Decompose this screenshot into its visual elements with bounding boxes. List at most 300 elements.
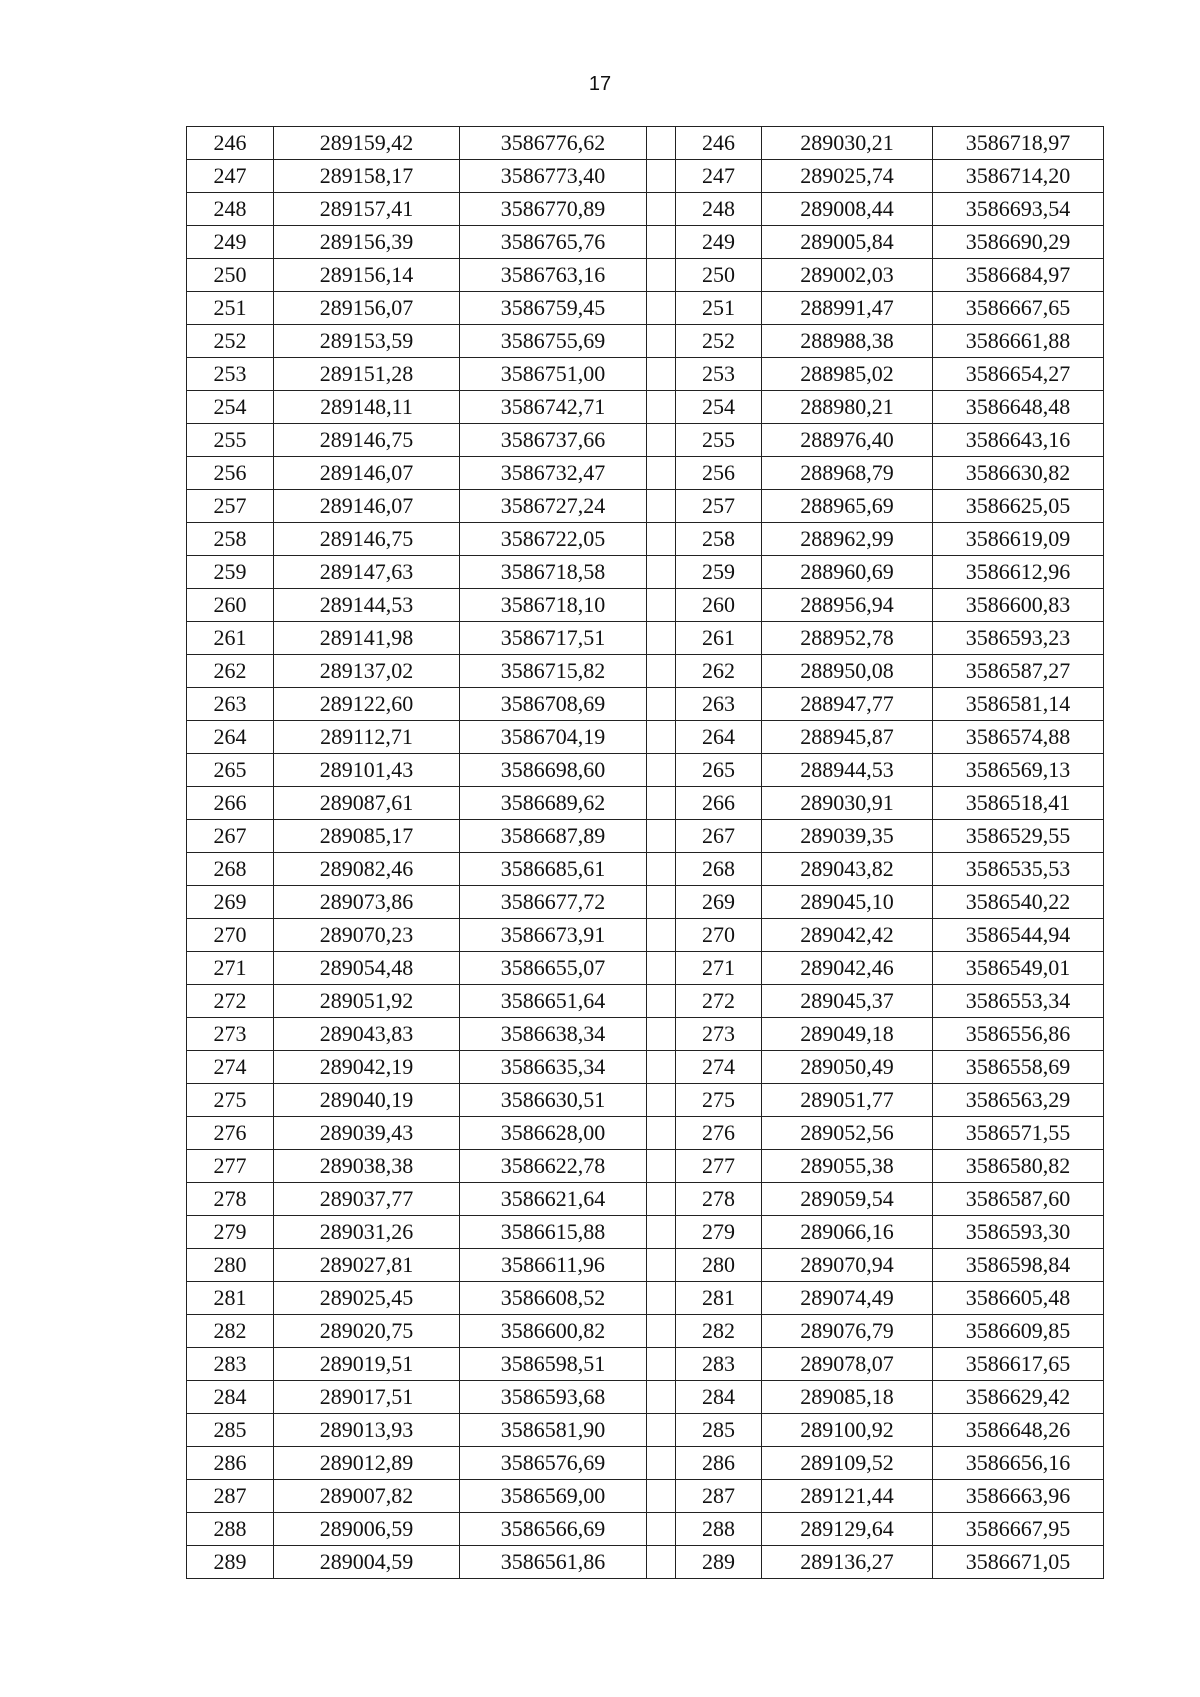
table-row <box>187 193 1104 226</box>
right-coord-x-cell: 289050,49 <box>762 1051 933 1084</box>
right-coord-y-cell: 3586625,05 <box>933 490 1104 523</box>
right-coord-y-cell: 3586558,69 <box>933 1051 1104 1084</box>
right-point-number-cell: 250 <box>676 259 762 292</box>
right-point-number-cell: 252 <box>676 325 762 358</box>
left-point-number-cell: 284 <box>187 1381 274 1414</box>
left-coord-y-cell: 3586698,60 <box>460 754 647 787</box>
left-coord-x-cell: 289146,07 <box>274 490 460 523</box>
left-coord-y-cell: 3586722,05 <box>460 523 647 556</box>
left-coord-x-cell: 289147,63 <box>274 556 460 589</box>
left-coord-x-cell: 289159,42 <box>274 127 460 160</box>
left-point-number-cell: 285 <box>187 1414 274 1447</box>
right-coord-y-cell: 3586569,13 <box>933 754 1104 787</box>
right-point-number-cell: 282 <box>676 1315 762 1348</box>
right-coord-x-cell: 288985,02 <box>762 358 933 391</box>
left-coord-x-cell: 289148,11 <box>274 391 460 424</box>
right-coord-x-cell: 289100,92 <box>762 1414 933 1447</box>
table-row <box>187 1348 1104 1381</box>
right-coord-x-cell: 288988,38 <box>762 325 933 358</box>
left-coord-y-cell: 3586628,00 <box>460 1117 647 1150</box>
table-row <box>187 292 1104 325</box>
left-point-number-cell: 280 <box>187 1249 274 1282</box>
left-coord-y-cell: 3586655,07 <box>460 952 647 985</box>
left-coord-x-cell: 289156,39 <box>274 226 460 259</box>
left-point-number-cell: 267 <box>187 820 274 853</box>
spacer-cell <box>647 424 676 457</box>
left-coord-y-cell: 3586773,40 <box>460 160 647 193</box>
table-row <box>187 358 1104 391</box>
right-point-number-cell: 249 <box>676 226 762 259</box>
right-point-number-cell: 288 <box>676 1513 762 1546</box>
right-coord-x-cell: 288956,94 <box>762 589 933 622</box>
table-row <box>187 754 1104 787</box>
spacer-cell <box>647 127 676 160</box>
left-point-number-cell: 252 <box>187 325 274 358</box>
left-point-number-cell: 283 <box>187 1348 274 1381</box>
table-row <box>187 1513 1104 1546</box>
left-point-number-cell: 258 <box>187 523 274 556</box>
right-point-number-cell: 276 <box>676 1117 762 1150</box>
table-row <box>187 1084 1104 1117</box>
right-point-number-cell: 261 <box>676 622 762 655</box>
right-coord-y-cell: 3586693,54 <box>933 193 1104 226</box>
right-point-number-cell: 254 <box>676 391 762 424</box>
right-coord-y-cell: 3586718,97 <box>933 127 1104 160</box>
spacer-cell <box>647 556 676 589</box>
right-coord-y-cell: 3586600,83 <box>933 589 1104 622</box>
spacer-cell <box>647 1084 676 1117</box>
right-coord-y-cell: 3586549,01 <box>933 952 1104 985</box>
coordinates-table-body <box>187 127 1104 1579</box>
right-point-number-cell: 257 <box>676 490 762 523</box>
table-row <box>187 688 1104 721</box>
left-coord-x-cell: 289146,75 <box>274 424 460 457</box>
spacer-cell <box>647 1150 676 1183</box>
spacer-cell <box>647 622 676 655</box>
right-coord-x-cell: 289030,21 <box>762 127 933 160</box>
table-row <box>187 1018 1104 1051</box>
left-coord-y-cell: 3586770,89 <box>460 193 647 226</box>
left-coord-x-cell: 289153,59 <box>274 325 460 358</box>
spacer-cell <box>647 1513 676 1546</box>
spacer-cell <box>647 985 676 1018</box>
right-point-number-cell: 251 <box>676 292 762 325</box>
right-point-number-cell: 275 <box>676 1084 762 1117</box>
spacer-cell <box>647 787 676 820</box>
table-row <box>187 160 1104 193</box>
left-coord-y-cell: 3586581,90 <box>460 1414 647 1447</box>
left-coord-x-cell: 289012,89 <box>274 1447 460 1480</box>
left-coord-x-cell: 289039,43 <box>274 1117 460 1150</box>
spacer-cell <box>647 754 676 787</box>
left-point-number-cell: 266 <box>187 787 274 820</box>
left-coord-x-cell: 289031,26 <box>274 1216 460 1249</box>
right-point-number-cell: 281 <box>676 1282 762 1315</box>
spacer-cell <box>647 820 676 853</box>
table-row <box>187 226 1104 259</box>
right-coord-y-cell: 3586535,53 <box>933 853 1104 886</box>
left-point-number-cell: 278 <box>187 1183 274 1216</box>
right-coord-y-cell: 3586667,65 <box>933 292 1104 325</box>
right-coord-y-cell: 3586663,96 <box>933 1480 1104 1513</box>
right-coord-x-cell: 289121,44 <box>762 1480 933 1513</box>
left-coord-y-cell: 3586651,64 <box>460 985 647 1018</box>
right-coord-x-cell: 288952,78 <box>762 622 933 655</box>
right-coord-x-cell: 288944,53 <box>762 754 933 787</box>
left-point-number-cell: 289 <box>187 1546 274 1579</box>
left-point-number-cell: 247 <box>187 160 274 193</box>
right-point-number-cell: 255 <box>676 424 762 457</box>
spacer-cell <box>647 1348 676 1381</box>
right-point-number-cell: 266 <box>676 787 762 820</box>
left-coord-x-cell: 289027,81 <box>274 1249 460 1282</box>
right-point-number-cell: 271 <box>676 952 762 985</box>
right-point-number-cell: 269 <box>676 886 762 919</box>
right-coord-y-cell: 3586518,41 <box>933 787 1104 820</box>
left-coord-y-cell: 3586751,00 <box>460 358 647 391</box>
spacer-cell <box>647 259 676 292</box>
left-point-number-cell: 262 <box>187 655 274 688</box>
right-coord-y-cell: 3586587,60 <box>933 1183 1104 1216</box>
left-point-number-cell: 253 <box>187 358 274 391</box>
right-coord-y-cell: 3586556,86 <box>933 1018 1104 1051</box>
left-coord-x-cell: 289144,53 <box>274 589 460 622</box>
left-coord-x-cell: 289004,59 <box>274 1546 460 1579</box>
left-coord-y-cell: 3586621,64 <box>460 1183 647 1216</box>
left-coord-y-cell: 3586638,34 <box>460 1018 647 1051</box>
left-coord-y-cell: 3586677,72 <box>460 886 647 919</box>
left-point-number-cell: 260 <box>187 589 274 622</box>
table-row <box>187 655 1104 688</box>
right-coord-x-cell: 288965,69 <box>762 490 933 523</box>
left-coord-y-cell: 3586673,91 <box>460 919 647 952</box>
right-coord-x-cell: 289042,42 <box>762 919 933 952</box>
spacer-cell <box>647 1546 676 1579</box>
left-coord-y-cell: 3586630,51 <box>460 1084 647 1117</box>
left-coord-y-cell: 3586561,86 <box>460 1546 647 1579</box>
left-coord-y-cell: 3586763,16 <box>460 259 647 292</box>
right-coord-x-cell: 289078,07 <box>762 1348 933 1381</box>
spacer-cell <box>647 358 676 391</box>
right-coord-x-cell: 288976,40 <box>762 424 933 457</box>
left-coord-y-cell: 3586576,69 <box>460 1447 647 1480</box>
right-coord-x-cell: 289052,56 <box>762 1117 933 1150</box>
left-point-number-cell: 251 <box>187 292 274 325</box>
left-coord-y-cell: 3586755,69 <box>460 325 647 358</box>
spacer-cell <box>647 919 676 952</box>
left-point-number-cell: 270 <box>187 919 274 952</box>
table-row <box>187 820 1104 853</box>
right-point-number-cell: 259 <box>676 556 762 589</box>
left-coord-x-cell: 289122,60 <box>274 688 460 721</box>
right-coord-y-cell: 3586629,42 <box>933 1381 1104 1414</box>
spacer-cell <box>647 1249 676 1282</box>
right-point-number-cell: 260 <box>676 589 762 622</box>
left-coord-y-cell: 3586708,69 <box>460 688 647 721</box>
left-coord-x-cell: 289043,83 <box>274 1018 460 1051</box>
left-coord-x-cell: 289101,43 <box>274 754 460 787</box>
right-coord-y-cell: 3586581,14 <box>933 688 1104 721</box>
right-coord-x-cell: 289049,18 <box>762 1018 933 1051</box>
right-coord-y-cell: 3586605,48 <box>933 1282 1104 1315</box>
right-point-number-cell: 287 <box>676 1480 762 1513</box>
left-coord-y-cell: 3586727,24 <box>460 490 647 523</box>
right-coord-y-cell: 3586540,22 <box>933 886 1104 919</box>
right-point-number-cell: 283 <box>676 1348 762 1381</box>
left-point-number-cell: 274 <box>187 1051 274 1084</box>
spacer-cell <box>647 1216 676 1249</box>
right-coord-y-cell: 3586609,85 <box>933 1315 1104 1348</box>
right-coord-y-cell: 3586684,97 <box>933 259 1104 292</box>
right-coord-x-cell: 289008,44 <box>762 193 933 226</box>
right-point-number-cell: 286 <box>676 1447 762 1480</box>
left-coord-y-cell: 3586566,69 <box>460 1513 647 1546</box>
left-point-number-cell: 248 <box>187 193 274 226</box>
spacer-cell <box>647 1447 676 1480</box>
table-row <box>187 952 1104 985</box>
spacer-cell <box>647 1051 676 1084</box>
left-coord-y-cell: 3586600,82 <box>460 1315 647 1348</box>
right-coord-y-cell: 3586563,29 <box>933 1084 1104 1117</box>
right-coord-x-cell: 288968,79 <box>762 457 933 490</box>
table-row <box>187 490 1104 523</box>
right-coord-x-cell: 289055,38 <box>762 1150 933 1183</box>
right-coord-x-cell: 289085,18 <box>762 1381 933 1414</box>
spacer-cell <box>647 1117 676 1150</box>
right-coord-x-cell: 288947,77 <box>762 688 933 721</box>
left-point-number-cell: 277 <box>187 1150 274 1183</box>
left-coord-y-cell: 3586765,76 <box>460 226 647 259</box>
spacer-cell <box>647 655 676 688</box>
right-point-number-cell: 264 <box>676 721 762 754</box>
spacer-cell <box>647 1381 676 1414</box>
left-coord-x-cell: 289006,59 <box>274 1513 460 1546</box>
left-point-number-cell: 272 <box>187 985 274 1018</box>
right-coord-y-cell: 3586690,29 <box>933 226 1104 259</box>
table-row <box>187 1381 1104 1414</box>
left-coord-y-cell: 3586593,68 <box>460 1381 647 1414</box>
left-point-number-cell: 281 <box>187 1282 274 1315</box>
right-coord-x-cell: 289074,49 <box>762 1282 933 1315</box>
spacer-cell <box>647 160 676 193</box>
spacer-cell <box>647 1414 676 1447</box>
left-point-number-cell: 288 <box>187 1513 274 1546</box>
right-coord-x-cell: 288980,21 <box>762 391 933 424</box>
spacer-cell <box>647 193 676 226</box>
spacer-cell <box>647 325 676 358</box>
left-coord-x-cell: 289025,45 <box>274 1282 460 1315</box>
table-row <box>187 1117 1104 1150</box>
right-coord-y-cell: 3586714,20 <box>933 160 1104 193</box>
right-coord-x-cell: 289045,37 <box>762 985 933 1018</box>
left-coord-y-cell: 3586598,51 <box>460 1348 647 1381</box>
left-coord-x-cell: 289082,46 <box>274 853 460 886</box>
left-coord-y-cell: 3586704,19 <box>460 721 647 754</box>
table-row <box>187 1183 1104 1216</box>
left-point-number-cell: 268 <box>187 853 274 886</box>
left-coord-y-cell: 3586715,82 <box>460 655 647 688</box>
spacer-cell <box>647 1018 676 1051</box>
table-row <box>187 721 1104 754</box>
right-coord-y-cell: 3586671,05 <box>933 1546 1104 1579</box>
table-row <box>187 556 1104 589</box>
left-coord-x-cell: 289040,19 <box>274 1084 460 1117</box>
left-point-number-cell: 257 <box>187 490 274 523</box>
right-coord-y-cell: 3586598,84 <box>933 1249 1104 1282</box>
right-coord-y-cell: 3586654,27 <box>933 358 1104 391</box>
right-coord-x-cell: 289070,94 <box>762 1249 933 1282</box>
right-coord-y-cell: 3586667,95 <box>933 1513 1104 1546</box>
right-point-number-cell: 268 <box>676 853 762 886</box>
left-coord-y-cell: 3586718,58 <box>460 556 647 589</box>
spacer-cell <box>647 226 676 259</box>
table-row <box>187 589 1104 622</box>
right-coord-x-cell: 289025,74 <box>762 160 933 193</box>
right-coord-y-cell: 3586580,82 <box>933 1150 1104 1183</box>
right-point-number-cell: 280 <box>676 1249 762 1282</box>
table-row <box>187 1051 1104 1084</box>
left-coord-y-cell: 3586615,88 <box>460 1216 647 1249</box>
left-coord-y-cell: 3586717,51 <box>460 622 647 655</box>
left-coord-y-cell: 3586742,71 <box>460 391 647 424</box>
left-point-number-cell: 271 <box>187 952 274 985</box>
right-point-number-cell: 279 <box>676 1216 762 1249</box>
table-row <box>187 1480 1104 1513</box>
page-number: 17 <box>588 73 612 95</box>
right-point-number-cell: 263 <box>676 688 762 721</box>
spacer-cell <box>647 721 676 754</box>
table-row <box>187 622 1104 655</box>
right-point-number-cell: 246 <box>676 127 762 160</box>
left-coord-y-cell: 3586689,62 <box>460 787 647 820</box>
left-coord-y-cell: 3586635,34 <box>460 1051 647 1084</box>
right-coord-x-cell: 289039,35 <box>762 820 933 853</box>
spacer-cell <box>647 523 676 556</box>
left-coord-x-cell: 289112,71 <box>274 721 460 754</box>
right-point-number-cell: 289 <box>676 1546 762 1579</box>
table-row <box>187 1315 1104 1348</box>
right-point-number-cell: 273 <box>676 1018 762 1051</box>
spacer-cell <box>647 391 676 424</box>
table-row <box>187 457 1104 490</box>
right-coord-y-cell: 3586529,55 <box>933 820 1104 853</box>
left-point-number-cell: 259 <box>187 556 274 589</box>
table-row <box>187 259 1104 292</box>
right-coord-x-cell: 288945,87 <box>762 721 933 754</box>
left-point-number-cell: 264 <box>187 721 274 754</box>
right-point-number-cell: 278 <box>676 1183 762 1216</box>
table-row <box>187 523 1104 556</box>
right-coord-y-cell: 3586593,30 <box>933 1216 1104 1249</box>
right-coord-x-cell: 289030,91 <box>762 787 933 820</box>
table-row <box>187 1150 1104 1183</box>
left-point-number-cell: 249 <box>187 226 274 259</box>
right-coord-y-cell: 3586587,27 <box>933 655 1104 688</box>
right-coord-x-cell: 289005,84 <box>762 226 933 259</box>
left-coord-x-cell: 289070,23 <box>274 919 460 952</box>
right-coord-y-cell: 3586643,16 <box>933 424 1104 457</box>
spacer-cell <box>647 853 676 886</box>
left-coord-x-cell: 289087,61 <box>274 787 460 820</box>
left-coord-y-cell: 3586732,47 <box>460 457 647 490</box>
table-row <box>187 1447 1104 1480</box>
right-point-number-cell: 253 <box>676 358 762 391</box>
table-row <box>187 787 1104 820</box>
spacer-cell <box>647 589 676 622</box>
left-coord-x-cell: 289054,48 <box>274 952 460 985</box>
left-coord-y-cell: 3586608,52 <box>460 1282 647 1315</box>
left-point-number-cell: 256 <box>187 457 274 490</box>
right-coord-y-cell: 3586617,65 <box>933 1348 1104 1381</box>
right-point-number-cell: 248 <box>676 193 762 226</box>
spacer-cell <box>647 952 676 985</box>
right-coord-y-cell: 3586593,23 <box>933 622 1104 655</box>
right-coord-y-cell: 3586544,94 <box>933 919 1104 952</box>
spacer-cell <box>647 457 676 490</box>
left-point-number-cell: 276 <box>187 1117 274 1150</box>
left-coord-y-cell: 3586611,96 <box>460 1249 647 1282</box>
right-coord-x-cell: 289042,46 <box>762 952 933 985</box>
right-point-number-cell: 277 <box>676 1150 762 1183</box>
left-coord-x-cell: 289073,86 <box>274 886 460 919</box>
spacer-cell <box>647 688 676 721</box>
left-point-number-cell: 246 <box>187 127 274 160</box>
right-coord-x-cell: 289059,54 <box>762 1183 933 1216</box>
right-coord-x-cell: 288960,69 <box>762 556 933 589</box>
left-coord-y-cell: 3586776,62 <box>460 127 647 160</box>
left-coord-y-cell: 3586685,61 <box>460 853 647 886</box>
right-coord-y-cell: 3586648,48 <box>933 391 1104 424</box>
table-row <box>187 919 1104 952</box>
table-row <box>187 1546 1104 1579</box>
spacer-cell <box>647 1315 676 1348</box>
left-coord-x-cell: 289020,75 <box>274 1315 460 1348</box>
left-coord-x-cell: 289013,93 <box>274 1414 460 1447</box>
table-row <box>187 886 1104 919</box>
left-point-number-cell: 263 <box>187 688 274 721</box>
left-point-number-cell: 287 <box>187 1480 274 1513</box>
right-point-number-cell: 284 <box>676 1381 762 1414</box>
coordinates-table <box>186 126 1104 1579</box>
right-coord-y-cell: 3586648,26 <box>933 1414 1104 1447</box>
left-coord-x-cell: 289038,38 <box>274 1150 460 1183</box>
left-coord-x-cell: 289141,98 <box>274 622 460 655</box>
left-coord-x-cell: 289051,92 <box>274 985 460 1018</box>
right-coord-y-cell: 3586656,16 <box>933 1447 1104 1480</box>
left-coord-x-cell: 289156,14 <box>274 259 460 292</box>
table-row <box>187 424 1104 457</box>
left-coord-x-cell: 289085,17 <box>274 820 460 853</box>
right-point-number-cell: 258 <box>676 523 762 556</box>
left-coord-y-cell: 3586718,10 <box>460 589 647 622</box>
table-row <box>187 985 1104 1018</box>
table-row <box>187 127 1104 160</box>
right-coord-x-cell: 289045,10 <box>762 886 933 919</box>
left-coord-x-cell: 289042,19 <box>274 1051 460 1084</box>
table-row <box>187 1249 1104 1282</box>
spacer-cell <box>647 292 676 325</box>
left-coord-x-cell: 289037,77 <box>274 1183 460 1216</box>
right-point-number-cell: 247 <box>676 160 762 193</box>
right-coord-y-cell: 3586630,82 <box>933 457 1104 490</box>
left-coord-x-cell: 289151,28 <box>274 358 460 391</box>
right-coord-y-cell: 3586619,09 <box>933 523 1104 556</box>
table-row <box>187 325 1104 358</box>
left-coord-y-cell: 3586687,89 <box>460 820 647 853</box>
right-coord-x-cell: 289076,79 <box>762 1315 933 1348</box>
right-coord-y-cell: 3586571,55 <box>933 1117 1104 1150</box>
right-point-number-cell: 256 <box>676 457 762 490</box>
